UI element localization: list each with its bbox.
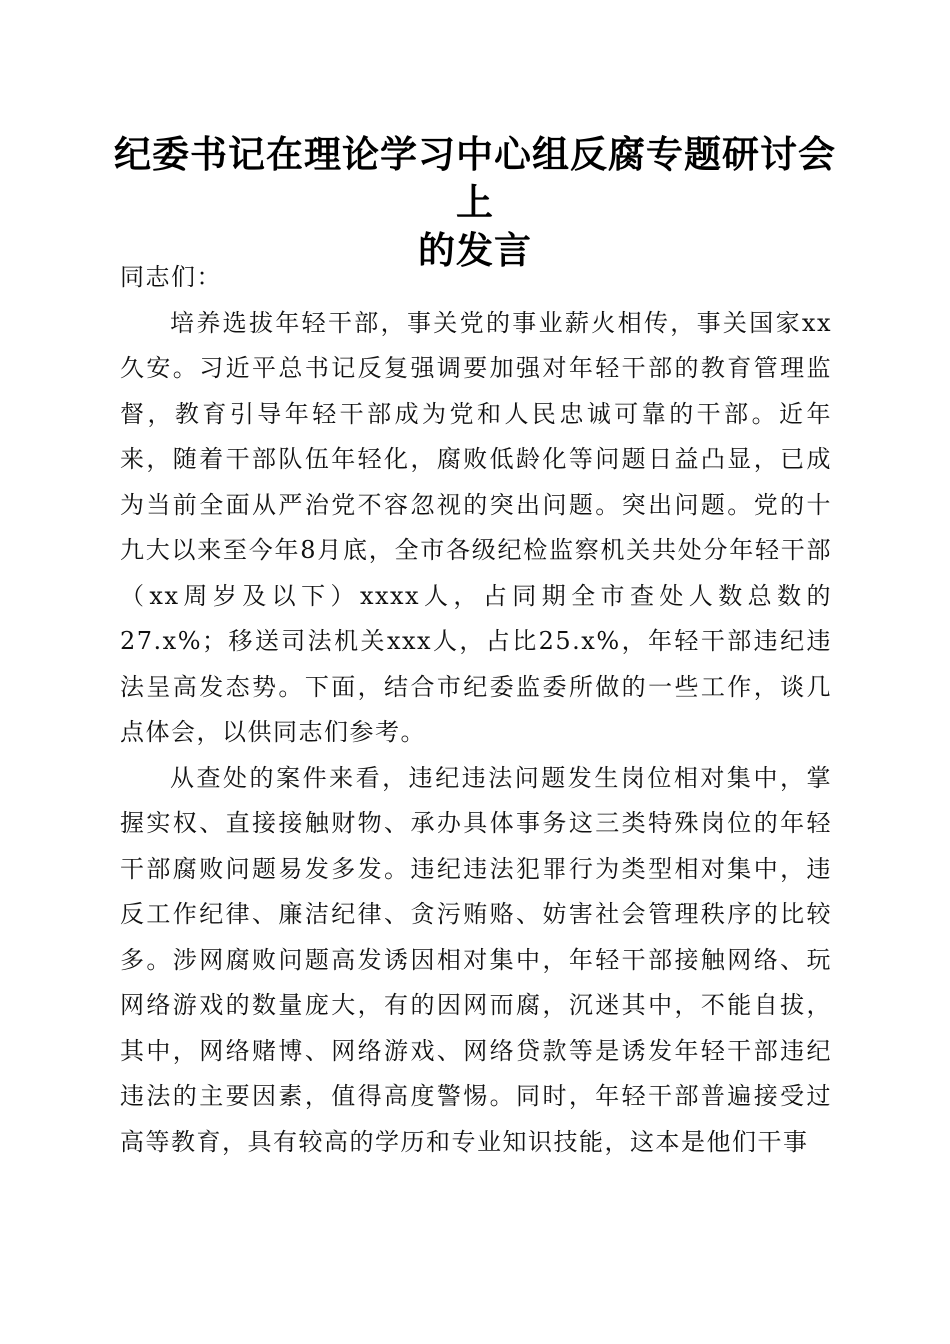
title-line-1: 纪委书记在理论学习中心组反腐专题研讨会上	[114, 132, 836, 224]
paragraph-2: 从查处的案件来看，违纪违法问题发生岗位相对集中，掌握实权、直接接触财物、承办具体事务这三类特殊岗位的年轻干部腐败问题易发多发。违纪违法犯罪行为类型相对集中，违反工作纪律、廉洁纪律、贪污贿赂、妨害社会管理秩序的比较多。涉网腐败问题高发诱因相对集中，年轻干部接触网络、玩网络游戏的数量庞大，有的因网而腐，沉迷其中，不能自拔，其中，网络赌博、网络游戏、网络贷款等是诱发年轻干部违纪违法的主要因素，值得高度警惕。同时，年轻干部普遍接受过高等教育，具有较高的学历和专业知识技能，这本是他们干事	[120, 763, 832, 1156]
title-line-2: 的发言	[418, 228, 532, 272]
salutation: 同志们：	[120, 263, 222, 291]
document-title	[100, 130, 850, 274]
paragraph-1: 培养选拔年轻干部，事关党的事业薪火相传，事关国家xx久安。习近平总书记反复强调要加强对年轻干部的教育管理监督，教育引导年轻干部成为党和人民忠诚可靠的干部。近年来，随着干部队伍年轻化，腐败低龄化等问题日益凸显，已成为当前全面从严治党不容忽视的突出问题。突出问题。党的十九大以来至今年8月底，全市各级纪检监察机关共处分年轻干部（xx周岁及以下）xxxx人，占同期全市查处人数总数的27.x%；移送司法机关xxx人，占比25.x%，年轻干部违纪违法呈高发态势。下面，结合市纪委监委所做的一些工作，谈几点体会，以供同志们参考。	[120, 308, 832, 746]
document-body	[120, 255, 832, 1165]
